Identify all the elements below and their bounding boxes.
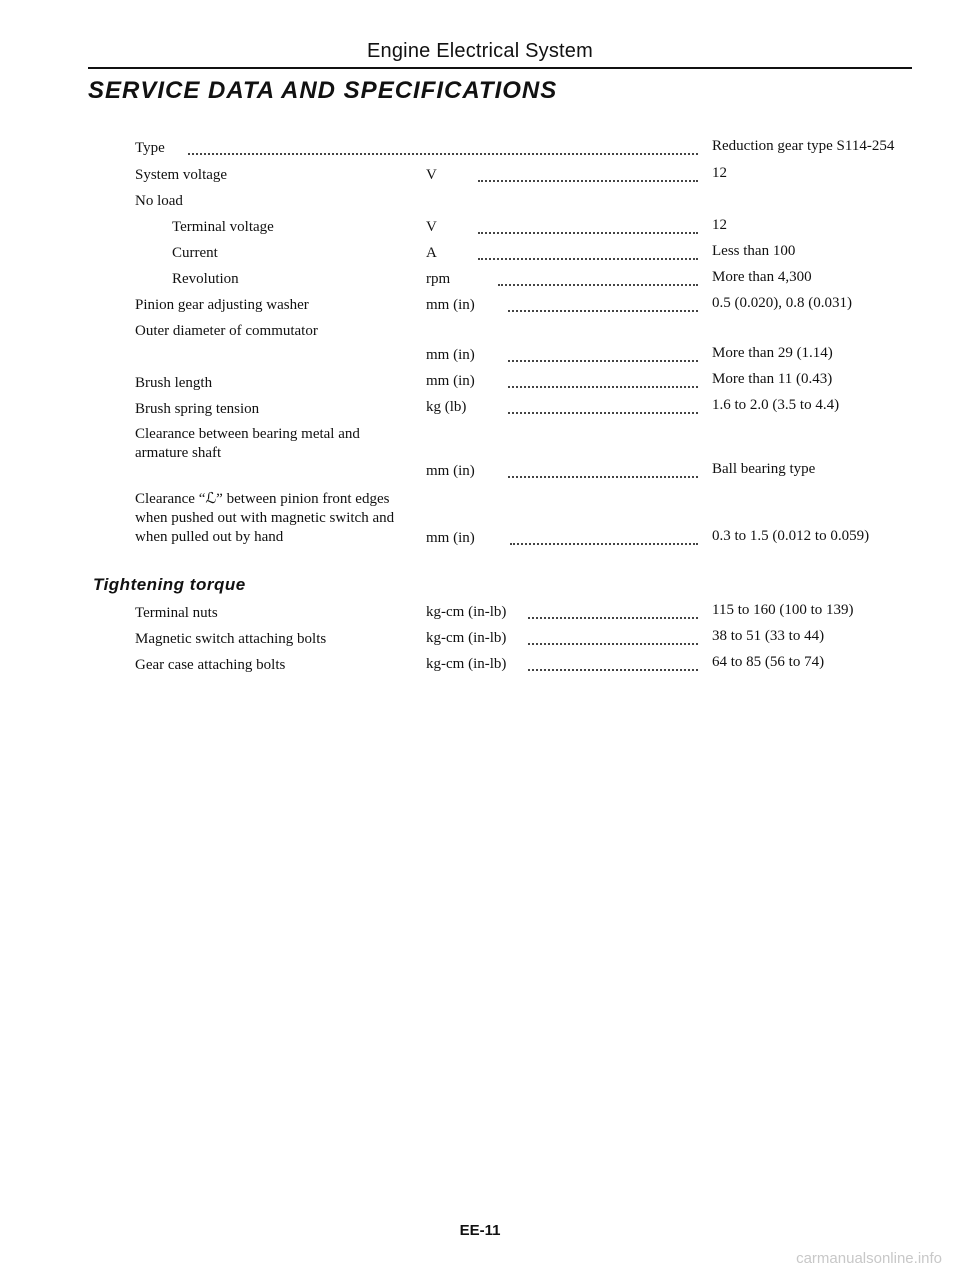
torque-unit-gear-case-bolts: kg-cm (in-lb) xyxy=(426,656,507,672)
spec-unit-system-voltage: V xyxy=(426,167,437,183)
spec-value-brush-length: More than 11 (0.43) xyxy=(712,371,833,387)
spec-unit-terminal-voltage: V xyxy=(426,219,437,235)
spec-unit-commutator-od: mm (in) xyxy=(426,347,475,363)
spec-item-bearing-clearance-line2: armature shaft xyxy=(135,445,222,461)
spec-unit-current: A xyxy=(426,245,437,261)
dot-leader xyxy=(478,258,698,260)
dot-leader xyxy=(510,543,698,545)
torque-item-terminal-nuts: Terminal nuts xyxy=(135,605,218,621)
spec-item-type: Type xyxy=(135,140,165,156)
torque-value-magnetic-switch-bolts: 38 to 51 (33 to 44) xyxy=(712,628,825,644)
dot-leader xyxy=(508,476,698,478)
page-number: EE-11 xyxy=(459,1222,501,1239)
spec-item-pinion-washer: Pinion gear adjusting washer xyxy=(135,297,309,313)
torque-value-gear-case-bolts: 64 to 85 (56 to 74) xyxy=(712,654,825,670)
spec-unit-pinion-washer: mm (in) xyxy=(426,297,475,313)
spec-item-pinion-clearance-line3: when pulled out by hand xyxy=(135,529,284,545)
spec-value-system-voltage: 12 xyxy=(712,165,727,181)
dot-leader xyxy=(478,180,698,182)
running-header: Engine Electrical System xyxy=(366,40,593,62)
dot-leader xyxy=(528,669,698,671)
spec-item-pinion-clearance-line2: when pushed out with magnetic switch and xyxy=(135,510,395,526)
header-rule xyxy=(88,67,912,69)
spec-unit-brush-spring: kg (lb) xyxy=(426,399,467,415)
dot-leader xyxy=(508,310,698,312)
tightening-torque-title: Tightening torque xyxy=(93,575,246,594)
spec-value-commutator-od: More than 29 (1.14) xyxy=(712,345,833,361)
torque-item-magnetic-switch-bolts: Magnetic switch attaching bolts xyxy=(135,631,327,647)
spec-item-system-voltage: System voltage xyxy=(135,167,228,183)
spec-item-brush-length: Brush length xyxy=(135,375,213,391)
watermark: carmanualsonline.info xyxy=(796,1250,942,1267)
dot-leader xyxy=(508,386,698,388)
torque-unit-magnetic-switch-bolts: kg-cm (in-lb) xyxy=(426,630,507,646)
dot-leader xyxy=(528,617,698,619)
dot-leader xyxy=(498,284,698,286)
spec-value-bearing-clearance: Ball bearing type xyxy=(712,461,816,477)
section-title: SERVICE DATA AND SPECIFICATIONS xyxy=(88,77,558,104)
torque-unit-terminal-nuts: kg-cm (in-lb) xyxy=(426,604,507,620)
spec-item-no-load: No load xyxy=(135,193,183,209)
spec-value-brush-spring: 1.6 to 2.0 (3.5 to 4.4) xyxy=(712,397,840,413)
spec-item-pinion-clearance-line1: Clearance “ℒ” between pinion front edges xyxy=(135,491,390,507)
spec-item-revolution: Revolution xyxy=(172,271,239,287)
spec-value-revolution: More than 4,300 xyxy=(712,269,812,285)
spec-item-brush-spring: Brush spring tension xyxy=(135,401,260,417)
spec-unit-brush-length: mm (in) xyxy=(426,373,475,389)
dot-leader xyxy=(188,153,698,155)
spec-item-commutator-od: Outer diameter of commutator xyxy=(135,323,318,339)
torque-value-terminal-nuts: 115 to 160 (100 to 139) xyxy=(712,602,854,618)
spec-item-current: Current xyxy=(172,245,218,261)
dot-leader xyxy=(508,360,698,362)
spec-value-type: Reduction gear type S114-254 xyxy=(712,138,895,154)
spec-item-terminal-voltage: Terminal voltage xyxy=(172,219,274,235)
spec-value-terminal-voltage: 12 xyxy=(712,217,727,233)
spec-value-pinion-clearance: 0.3 to 1.5 (0.012 to 0.059) xyxy=(712,528,870,544)
spec-unit-revolution: rpm xyxy=(426,271,451,287)
dot-leader xyxy=(528,643,698,645)
dot-leader xyxy=(478,232,698,234)
dot-leader xyxy=(508,412,698,414)
spec-item-bearing-clearance-line1: Clearance between bearing metal and xyxy=(135,426,360,442)
spec-value-current: Less than 100 xyxy=(712,243,796,259)
spec-value-pinion-washer: 0.5 (0.020), 0.8 (0.031) xyxy=(712,295,852,311)
spec-unit-bearing-clearance: mm (in) xyxy=(426,463,475,479)
spec-unit-pinion-clearance: mm (in) xyxy=(426,530,475,546)
torque-item-gear-case-bolts: Gear case attaching bolts xyxy=(135,657,286,673)
